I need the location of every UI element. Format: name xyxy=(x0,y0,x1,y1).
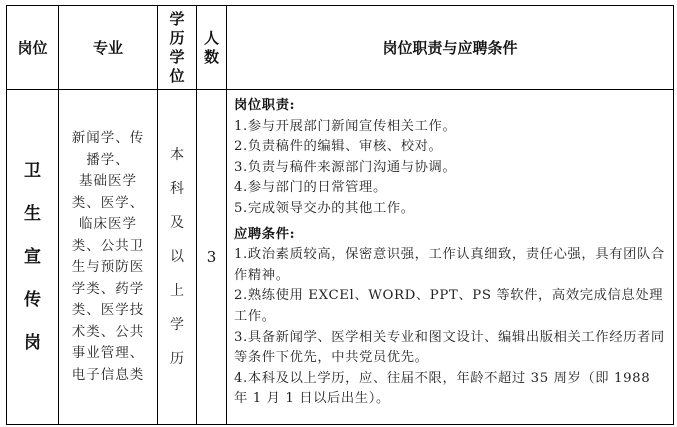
requirement-item: 3.具备新闻学、医学相关专业和图文设计、编辑出版相关工作经历者同等条件下优先，中共党员优先。 xyxy=(234,329,665,366)
post-char: 生 xyxy=(24,203,41,224)
duty-item: 4.参与部门的日常管理。 xyxy=(234,180,387,196)
education-char: 科 xyxy=(170,181,184,197)
duty-item: 1.参与开展部门新闻宣传相关工作。 xyxy=(234,118,457,134)
header-major: 专业 xyxy=(59,6,158,90)
requirement-item: 2.熟练使用 EXCEl、WORD、PPT、PS 等软件，高效完成信息处理工作。 xyxy=(234,288,664,324)
education-char: 上 xyxy=(170,283,184,299)
major-line: 类、医学、 xyxy=(71,194,145,211)
major-line: 电子信息类 xyxy=(71,366,145,383)
post-name xyxy=(7,90,59,425)
major-line: 生与预防医 xyxy=(71,259,145,275)
post-char: 卫 xyxy=(24,160,41,181)
header-education xyxy=(158,6,197,90)
requirements-title: 应聘条件: xyxy=(234,226,296,242)
requirement-item: 1.政治素质较高，保密意识强，工作认真细致，责任心强，具有团队合作精神。 xyxy=(234,247,665,283)
major-list xyxy=(59,90,158,425)
education-char: 历 xyxy=(170,351,184,367)
duties-list xyxy=(234,117,667,220)
education-char: 及 xyxy=(170,215,184,231)
education-char: 本 xyxy=(170,147,184,163)
education-char: 学 xyxy=(170,317,184,333)
major-line: 术类、公共 xyxy=(71,323,145,340)
duties-title: 岗位职责: xyxy=(234,98,296,113)
major-line: 类、医学技 xyxy=(71,302,145,318)
duties-requirements xyxy=(227,90,674,425)
header-char: 位 xyxy=(169,66,185,85)
header-post: 岗位 xyxy=(7,6,59,90)
table-row xyxy=(7,90,674,425)
post-char: 岗 xyxy=(24,332,41,353)
education-requirement xyxy=(158,90,197,425)
duty-item: 3.负责与稿件来源部门沟通与协调。 xyxy=(234,159,457,175)
major-line: 类、公共卫 xyxy=(71,237,145,254)
headcount: 3 xyxy=(197,90,227,425)
education-char: 以 xyxy=(170,249,184,265)
major-line: 事业管理、 xyxy=(71,345,145,361)
job-table xyxy=(6,5,674,425)
header-row xyxy=(7,6,674,90)
duty-item: 5.完成领导交办的其他工作。 xyxy=(234,200,415,216)
header-duties-requirements: 岗位职责与应聘条件 xyxy=(227,6,674,90)
header-char: 数 xyxy=(203,47,219,66)
header-count xyxy=(197,6,227,90)
requirements-list xyxy=(234,245,667,410)
duty-item: 2.负责稿件的编辑、审核、校对。 xyxy=(234,139,443,155)
major-line: 播学、 xyxy=(86,151,130,168)
header-char: 学 xyxy=(169,47,185,66)
major-line: 学类、药学 xyxy=(71,280,145,297)
major-line: 新闻学、传 xyxy=(71,130,145,146)
header-char: 历 xyxy=(169,28,185,47)
post-char: 传 xyxy=(24,289,41,310)
major-line: 临床医学 xyxy=(79,216,137,232)
header-char: 人 xyxy=(203,28,219,47)
requirement-item: 4.本科及以上学历，应、往届不限，年龄不超过 35 周岁（即 1988 年 1 月 1 日以后出生）。 xyxy=(234,370,651,407)
header-char: 学 xyxy=(169,9,185,28)
major-line: 基础医学 xyxy=(79,173,137,189)
post-char: 宣 xyxy=(24,246,41,267)
